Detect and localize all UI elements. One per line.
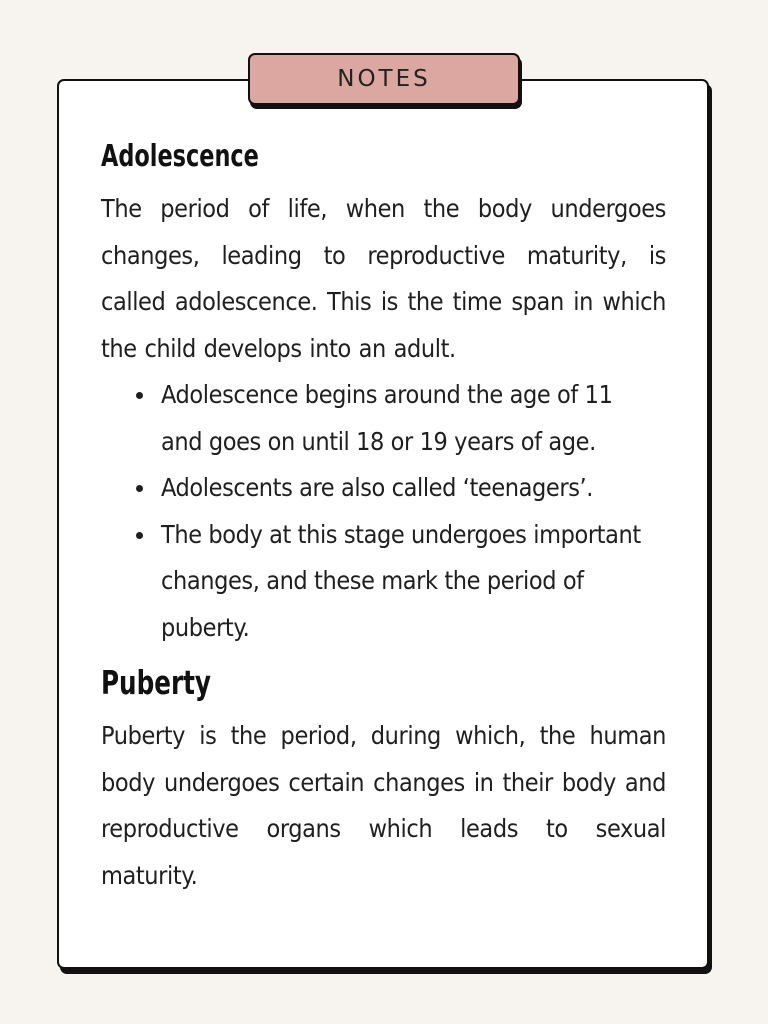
list-item-text: The body at this stage undergoes important changes, and these mark the period of puberty. — [161, 519, 641, 642]
list-item-text: Adolescence begins around the age of 11 and goes on until 18 or 19 years of age. — [161, 380, 613, 456]
paragraph-adolescence: The period of life, when the body undergoes changes, leading to reproductive maturity, is called adolescence. This is the time span in which the child develops into an adult. — [101, 194, 666, 363]
bullet-icon — [136, 392, 143, 399]
list-item — [161, 465, 651, 512]
section-title-puberty: Puberty — [101, 663, 211, 702]
section-title-adolescence: Adolescence — [101, 139, 259, 174]
list-item-text: Adolescents are also called ‘teenagers’. — [161, 473, 593, 502]
list-item — [161, 512, 651, 652]
list-item — [161, 372, 651, 465]
bullet-icon — [136, 485, 143, 492]
bullet-list — [101, 372, 666, 651]
paragraph-puberty: Puberty is the period, during which, the human body undergoes certain changes in their body and reproductive organs which leads to sexual maturity. — [101, 721, 666, 890]
notes-content — [101, 128, 666, 899]
notes-tab-label: NOTES — [248, 53, 520, 105]
bullet-icon — [136, 532, 143, 539]
